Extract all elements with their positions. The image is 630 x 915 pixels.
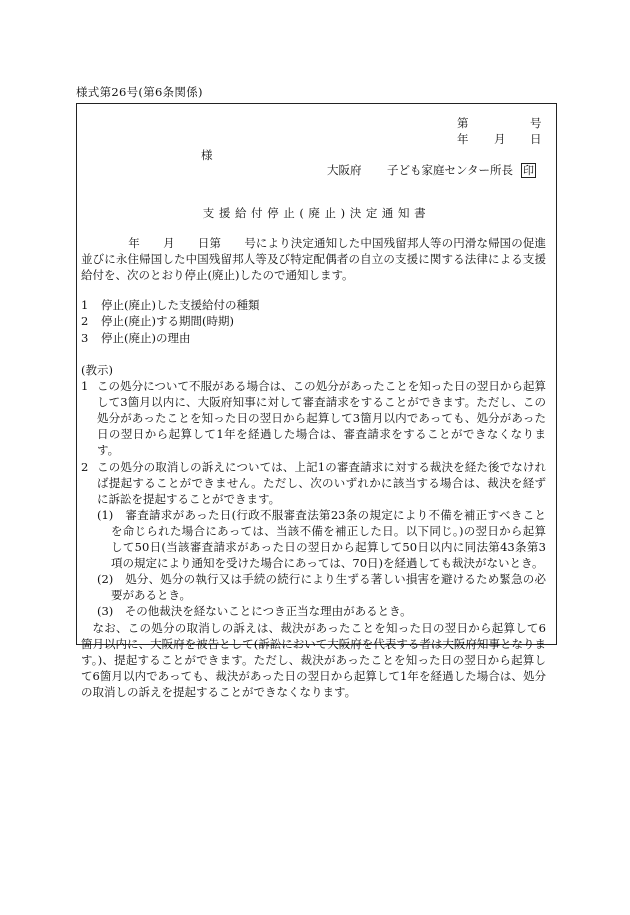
instruction-section (81, 362, 546, 700)
sub-instruction-number: (3) (97, 604, 114, 619)
instruction-text: この処分について不服がある場合は、この処分があったことを知った日の翌日から起算して3箇月以内に、大阪府知事に対して審査請求をすることができます。ただし、この処分があったことを知った日の翌日から起算して3箇月以内であっても、処分があった日の翌日から起算して1年を経過した場合は、審査請求をすることができなくなります。 (97, 379, 546, 458)
list-item-label: 停止(廃止)する期間(時期) (101, 314, 234, 329)
sub-instruction-number: (1) (97, 507, 114, 522)
list-item (81, 297, 546, 313)
sub-instruction-item (81, 603, 546, 619)
number-suffix: 号 (530, 116, 542, 130)
date-month: 月 (494, 132, 506, 146)
seal-mark: 印 (523, 164, 535, 177)
list-item-label: 停止(廃止)した支援給付の種類 (101, 298, 260, 312)
list-item (81, 330, 546, 346)
form-number: 様式第26号(第6条関係) (76, 85, 203, 99)
issuer-prefecture: 大阪府 (327, 163, 362, 177)
issuer-name: 子ども家庭センター所長 (387, 163, 514, 177)
sub-instruction-item (81, 571, 546, 603)
number-prefix: 第 (457, 116, 469, 130)
instruction-number: 2 (81, 459, 89, 474)
list-item-number: 3 (81, 330, 89, 345)
sub-instruction-text: 審査請求があった日(行政不服審査法第23条の規定により不備を補正すべきことを命じられた場合にあっては、当該不備を補正した日。以下同じ。)の翌日から起算して50日(当該審査請求があった日の翌日から起算して50日以内に同法第43条第3項の規定により通知を受けた場合にあっては、70日)を経過しても裁決がないとき。 (111, 507, 546, 571)
instruction-heading: (教示) (81, 363, 113, 377)
issuer-line (387, 162, 536, 178)
instruction-item (81, 378, 546, 458)
list-item-number: 1 (81, 298, 89, 312)
instruction-item (81, 459, 546, 507)
sub-instruction-text: その他裁決を経ないことにつき正当な理由があるとき。 (124, 604, 412, 619)
date-year: 年 (457, 132, 469, 146)
list-item-number: 2 (81, 314, 89, 329)
closing-paragraph: なお、この処分の取消しの訴えは、裁決があったことを知った日の翌日から起算して6箇月以内に、大阪府を被告として(訴訟において大阪府を代表する者は大阪府知事となります。)、提起することができます。ただし、裁決があったことを知った日の翌日から起算して6箇月以内であっても、裁決があった日の翌日から起算して1年を経過した場合は、処分の取消しの訴えを提起することができなくなります。 (81, 620, 546, 699)
sub-instruction-number: (2) (97, 572, 114, 587)
list-item (81, 313, 546, 329)
intro-paragraph: 年 月 日第 号により決定通知した中国残留邦人等の円滑な帰国の促進並びに永住帰国した中国残留邦人等及び特定配偶者の自立の支援に関する法律による支援給付を、次のとおり停止(廃止)したので通知します。 (81, 236, 546, 283)
notice-frame (76, 103, 557, 699)
instruction-number: 1 (81, 379, 89, 394)
instruction-text: この処分の取消しの訴えについては、上記1の審査請求に対する裁決を経た後でなければ提起することができません。ただし、次のいずれかに該当する場合は、裁決を経ずに訴訟を提起することができます。 (97, 459, 546, 506)
document-title: 支援給付停止(廃止)決定通知書 (202, 206, 431, 220)
date-day: 日 (530, 132, 542, 146)
addressee-suffix: 様 (201, 148, 213, 162)
list-item-label: 停止(廃止)の理由 (101, 330, 191, 345)
item-list (81, 297, 546, 346)
sub-instruction-text: 処分、処分の執行又は手続の続行により生ずる著しい損害を避けるため緊急の必要があるとき。 (111, 572, 546, 603)
sub-instruction-item (81, 507, 546, 571)
